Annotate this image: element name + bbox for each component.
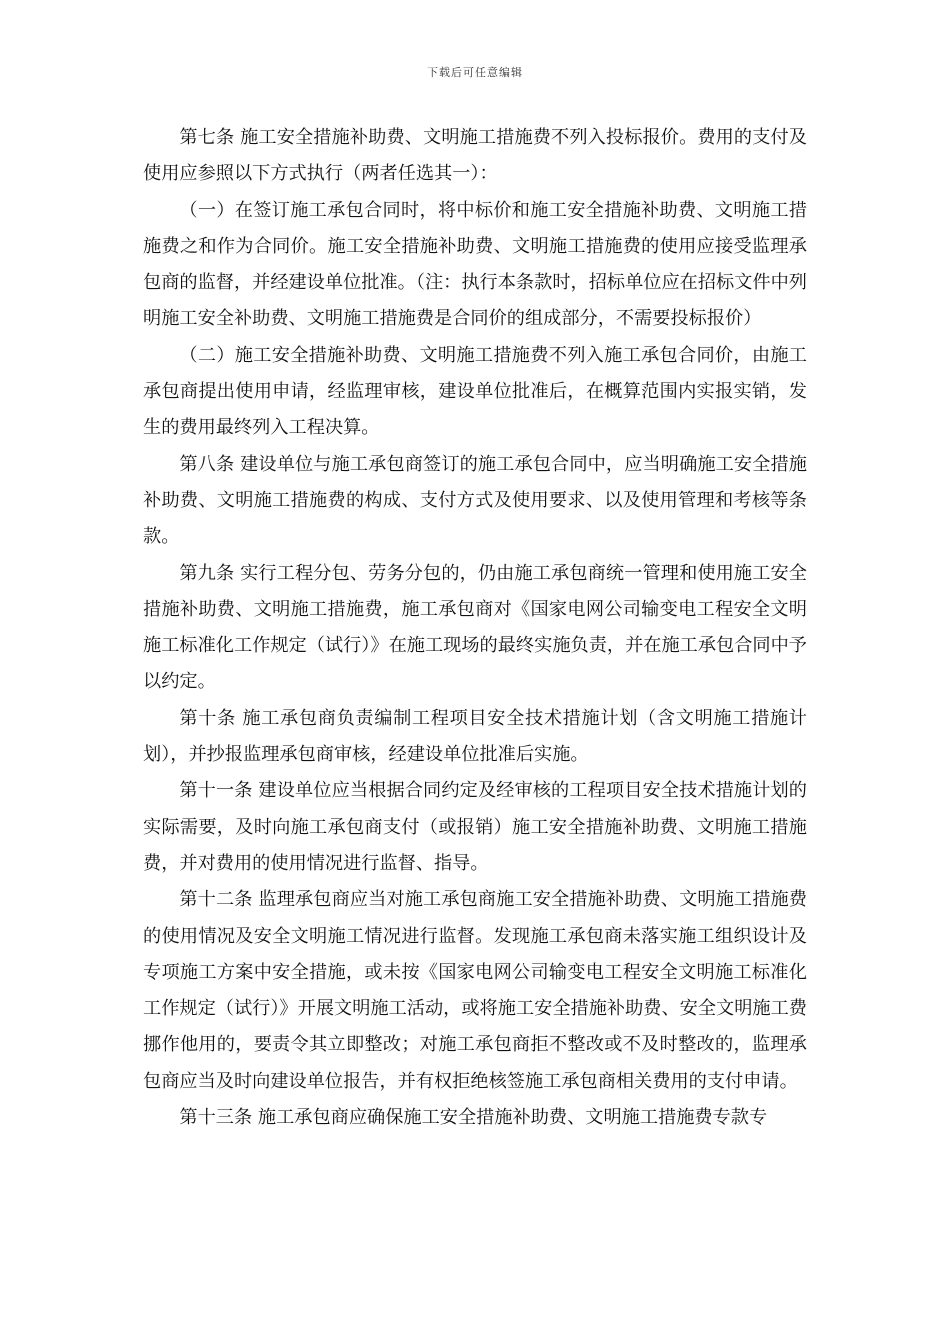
paragraph-article-12: 第十二条 监理承包商应当对施工承包商施工安全措施补助费、文明施工措施费的使用情况及安全文明施工情况进行监督。发现施工承包商未落实施工组织设计及专项施工方案中安全措施，或未按《国家电网公司输变电工程安全文明施工标准化工作规定（试行）》开展文明施工活动，或将施工安全措施补助费、安全文明施工费挪作他用的，要责令其立即整改；对施工承包商拒不整改或不及时整改的，监理承包商应当及时向建设单位报告，并有权拒绝核签施工承包商相关费用的支付申请。 xyxy=(143,889,807,1092)
paragraph-option-2: （二）施工安全措施补助费、文明施工措施费不列入施工承包合同价，由施工承包商提出使用申请，经监理审核，建设单位批准后，在概算范围内实报实销，发生的费用最终列入工程决算。 xyxy=(143,344,807,439)
paragraph-article-8: 第八条 建设单位与施工承包商签订的施工承包合同中，应当明确施工安全措施补助费、文明施工措施费的构成、支付方式及使用要求、以及使用管理和考核等条款。 xyxy=(143,453,807,548)
paragraph-article-7: 第七条 施工安全措施补助费、文明施工措施费不列入投标报价。费用的支付及使用应参照以下方式执行（两者任选其一）： xyxy=(143,127,807,185)
paragraph-article-13: 第十三条 施工承包商应确保施工安全措施补助费、文明施工措施费专款专 xyxy=(179,1107,768,1129)
paragraph-article-9: 第九条 实行工程分包、劳务分包的，仍由施工承包商统一管理和使用施工安全措施补助费、文明施工措施费，施工承包商对《国家电网公司输变电工程安全文明施工标准化工作规定（试行）》在施工现场的最终实施负责，并在施工承包合同中予以约定。 xyxy=(143,562,807,693)
paragraph-article-11: 第十一条 建设单位应当根据合同约定及经审核的工程项目安全技术措施计划的实际需要，及时向施工承包商支付（或报销）施工安全措施补助费、文明施工措施费，并对费用的使用情况进行监督、指导。 xyxy=(143,780,807,874)
header-note: 下载后可任意编辑 xyxy=(427,66,523,79)
document-body xyxy=(143,120,807,1136)
paragraph-option-1: （一）在签订施工承包合同时，将中标价和施工安全措施补助费、文明施工措施费之和作为合同价。施工安全措施补助费、文明施工措施费的使用应接受监理承包商的监督，并经建设单位批准。（注：执行本条款时，招标单位应在招标文件中列明施工安全补助费、文明施工措施费是合同价的组成部分，不需要投标报价） xyxy=(143,199,807,330)
paragraph-article-10: 第十条 施工承包商负责编制工程项目安全技术措施计划（含文明施工措施计划），并抄报监理承包商审核，经建设单位批准后实施。 xyxy=(143,707,807,766)
